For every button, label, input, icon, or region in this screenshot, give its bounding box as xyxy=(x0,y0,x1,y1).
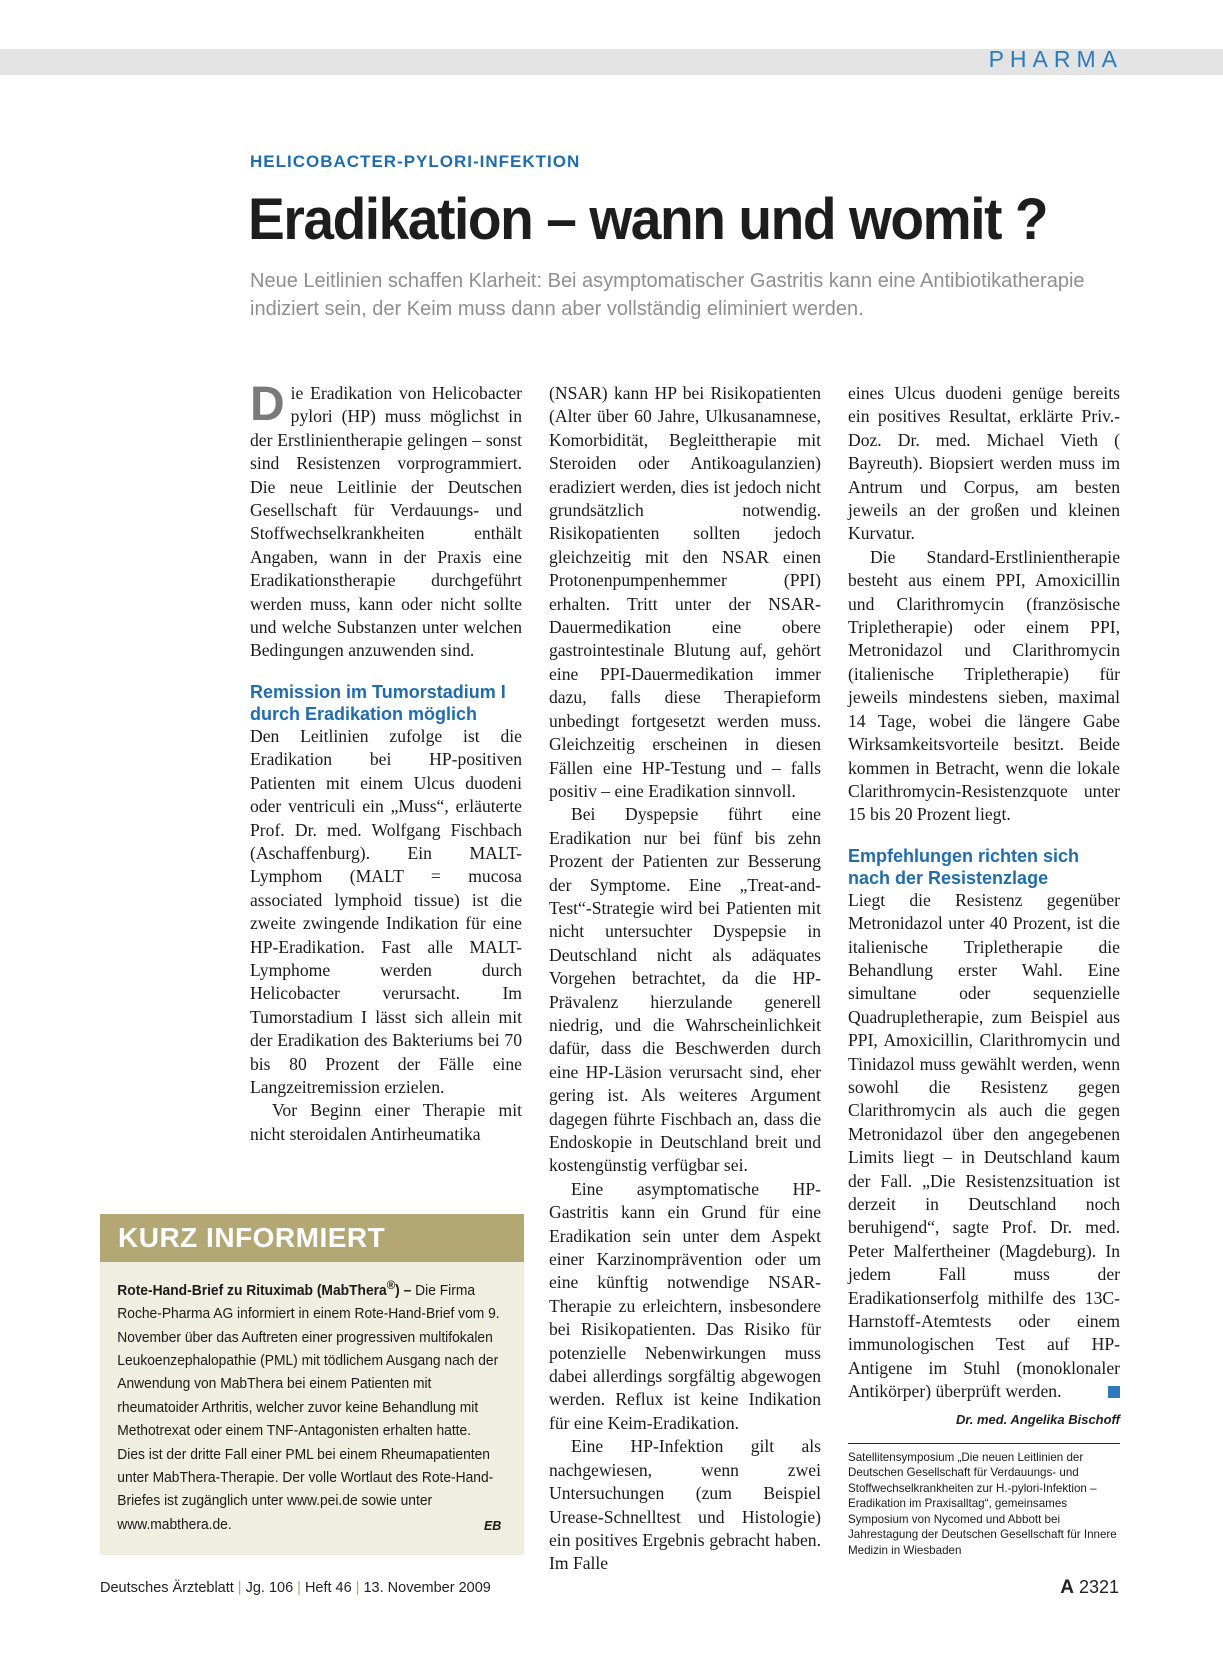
section-label: PHARMA xyxy=(988,46,1123,72)
drop-cap: D xyxy=(250,378,285,431)
paragraph: Den Leitlinien zufolge ist die Eradikation bei HP-positiven Patienten mit einem Ulcus duodeni oder ventriculi ein „Muss“, erläuterte Prof. Dr. med. Wolfgang Fischbach (Aschaffenburg). Ein MALT-Lymphom (MALT = mucosa associated lymphoid tissue) ist die zweite zwingende Indikation für eine HP-Eradikation. Fast alle MALT-Lymphome werden durch Helicobacter verursacht. Im Tumorstadium I lässt sich allein mit der Eradikation des Bakteriums bei 70 bis 80 Prozent der Fälle eine Langzeitremission erzielen. xyxy=(250,725,522,1097)
separator: | xyxy=(237,1580,242,1596)
text-column-1 xyxy=(250,378,522,1146)
registered-mark: ® xyxy=(386,1278,396,1292)
article-title: Eradikation – wann und womit ? xyxy=(248,187,1048,252)
paragraph: Bei Dyspepsie führt eine Eradikation nur bei fünf bis zehn Prozent der Patienten zur Besserung der Symptome. Eine „Treat-and-Test“-Strategie wird bei Patienten mit nicht untersuchter Dyspepsie in Deutschland nicht als adäquates Vorgehen betrachtet, da die HP-Prävalenz hierzulande generell niedrig, und die Wahrscheinlichkeit dafür, dass die Beschwerden durch eine HP-Läsion verursacht sind, eher gering ist. Als weiteres Argument dagegen führte Fischbach an, dass die Endoskopie in Deutschland breit und kostengünstig verfügbar sei. xyxy=(549,804,821,1176)
paragraph xyxy=(250,378,522,663)
paragraph: Eine HP-Infektion gilt als nachgewiesen, wenn zwei Untersuchungen (zum Beispiel Urease-Schnelltest und Histologie) ein positives Ergebnis gebracht haben. Im Falle xyxy=(549,1436,821,1574)
separator: | xyxy=(297,1580,301,1596)
journal-issue: Heft 46 xyxy=(304,1580,352,1596)
info-box-text xyxy=(100,1262,517,1537)
separator: | xyxy=(355,1580,360,1596)
paragraph-text: Liegt die Resistenz gegenüber Metronidazol unter 40 Prozent, ist die italienische Tripletherapie die Behandlung erster Wahl. Eine simultane oder sequenzielle Quadrupletherapie, zum Beispiel aus PPI, Amoxicillin, Clarithromycin und Tinidazol muss gewählt werden, wenn sowohl die Resistenz gegen Clarithromycin als auch die gegen Metronidazol über den angegebenen Limits liegt – in Deutschland kaum der Fall. „Die Resistenzsituation ist derzeit in Deutschland noch beruhigend“, sagte Prof. Dr. med. Peter Malfertheiner (Magdeburg). In jedem Fall muss der Eradikationserfolg mithilfe des 13C-Harnstoff-Atemtests oder einem immunologischen Test auf HP-Antigene im Stuhl (monoklonaler Antikörper) überprüft werden. xyxy=(848,889,1120,1402)
author-byline: Dr. med. Angelika Bischoff xyxy=(956,1411,1120,1427)
info-box xyxy=(100,1214,524,1555)
paragraph: Eine asymptomatische HP-Gastritis kann ein Grund für eine Eradikation sein unter dem Aspekt einer Karzinomprävention oder um eine künftig notwendige NSAR-Therapie zu erleichtern, insbesondere bei Risikopatienten. Das Risiko für potenzielle Nebenwirkungen muss dabei allerdings sorgfältig abgewogen werden. Reflux ist keine Indikation für eine Keim-Eradikation. xyxy=(549,1178,821,1433)
info-box-body: Die Firma Roche-Pharma AG informiert in einem Rote-Hand-Brief vom 9. November über das Auftreten einer progressiven multifokalen Leukoenzephalopathie (PML) mit tödlichem Ausgang nach der Anwendung von MabThera bei einem Patienten mit rheumatoider Arthritis, welcher zuvor keine Behandlung mit Methotrexat oder einem TNF-Antagonisten erhalten hatte. Dies ist der dritte Fall einer PML bei einem Rheumapatienten unter MabThera-Therapie. Der volle Wortlaut des Rote-Hand-Briefes ist zugänglich unter www.pei.de sowie unter www.mabthera.de. xyxy=(117,1282,500,1533)
page-number xyxy=(1060,1577,1119,1599)
text-column-3 xyxy=(848,382,1120,1558)
article-deck: Neue Leitlinien schaffen Klarheit: Bei asymptomatischer Gastritis kann eine Antibiotikatherapie indiziert sein, der Keim muss dann aber vollständig eliminiert werden. xyxy=(250,270,1085,320)
paragraph: Die Standard-Erstlinientherapie besteht aus einem PPI, Amoxicillin und Clarithromycin (französische Tripletherapie) oder einem PPI, Metronidazol und Clarithromycin (italienische Tripletherapie) für jeweils mindestens sieben, maximal 14 Tage, wobei die längere Gabe Wirksamkeitsvorteile besitzt. Beide kommen in Betracht, wenn die lokale Clarithromycin-Resistenzquote unter 15 bis 20 Prozent liegt. xyxy=(848,546,1120,825)
end-mark-icon xyxy=(1108,1386,1120,1398)
article-kicker: HELICOBACTER-PYLORI-INFEKTION xyxy=(250,152,581,171)
lead-end: ) – xyxy=(395,1282,412,1299)
footnote: Satellitensymposium „Die neuen Leitlinien der Deutschen Gesellschaft für Verdauungs- und Stoffwechselkrankheiten zur H.-pylori-Infektion – Eradikation im Praxisalltag“, gemeinsames Symposium von Nycomed und Abbott bei Jahrestagung der Deutschen Gesellschaft für Innere Medizin in Wiesbaden xyxy=(848,1443,1120,1558)
page-prefix: A xyxy=(1060,1577,1074,1598)
paragraph: Vor Beginn einer Therapie mit nicht steroidalen Antirheumatika xyxy=(250,1100,522,1144)
journal-name: Deutsches Ärzteblatt xyxy=(100,1580,234,1596)
paragraph: eines Ulcus duodeni genüge bereits ein positives Resultat, erklärte Priv.-Doz. Dr. med. Michael Vieth ( Bayreuth). Biopsiert werden muss im Antrum und Corpus, am besten jeweils an der großen und kleinen Kurvatur. xyxy=(848,383,1120,544)
page-footer xyxy=(100,1580,491,1596)
paragraph: (NSAR) kann HP bei Risikopatienten (Alter über 60 Jahre, Ulkusanamnese, Komorbidität, Begleittherapie mit Steroiden oder Antikoagulanzien) eradiziert werden, dies ist jedoch nicht grundsätzlich notwendig. Risikopatienten sollten jedoch gleichzeitig mit den NSAR einen Protonenpumpenhemmer (PPI) erhalten. Tritt unter der NSAR-Dauermedikation eine obere gastrointestinale Blutung auf, gehört eine PPI-Dauermedikation immer dazu, falls diese Therapieform unbedingt fortgesetzt werden muss. Gleichzeitig erscheinen in diesen Fällen eine HP-Testung und – falls positiv – eine Eradikation sinnvoll. xyxy=(549,383,821,801)
page-number-value: 2321 xyxy=(1078,1577,1119,1597)
info-box-title: KURZ INFORMIERT xyxy=(100,1214,524,1262)
text-column-2 xyxy=(549,382,821,1576)
info-box-lead xyxy=(117,1278,412,1299)
subheading: Empfehlungen richten sich nach der Resistenzlage xyxy=(848,845,1080,888)
paragraph xyxy=(848,889,1120,1404)
lead-text: Rote-Hand-Brief zu Rituximab (MabThera xyxy=(117,1282,387,1299)
journal-volume: Jg. 106 xyxy=(245,1580,294,1596)
info-box-signature: EB xyxy=(483,1517,502,1533)
paragraph-text: ie Eradikation von Helicobacter pylori (HP) muss möglichst in der Erstlinientherapie gelingen – sonst sind Resistenzen vorprogrammiert. Die neue Leitlinie der Deutschen Gesellschaft für Verdauungs- und Stoffwechselkrankheiten enthält Angaben, wann in der Praxis eine Eradikationstherapie durchgeführt werden muss, kann oder nicht sollte und welche Substanzen unter welchen Bedingungen anzuwenden sind. xyxy=(250,383,522,661)
subheading: Remission im Tumorstadium I durch Eradikation möglich xyxy=(250,681,506,724)
issue-date: 13. November 2009 xyxy=(363,1580,491,1596)
